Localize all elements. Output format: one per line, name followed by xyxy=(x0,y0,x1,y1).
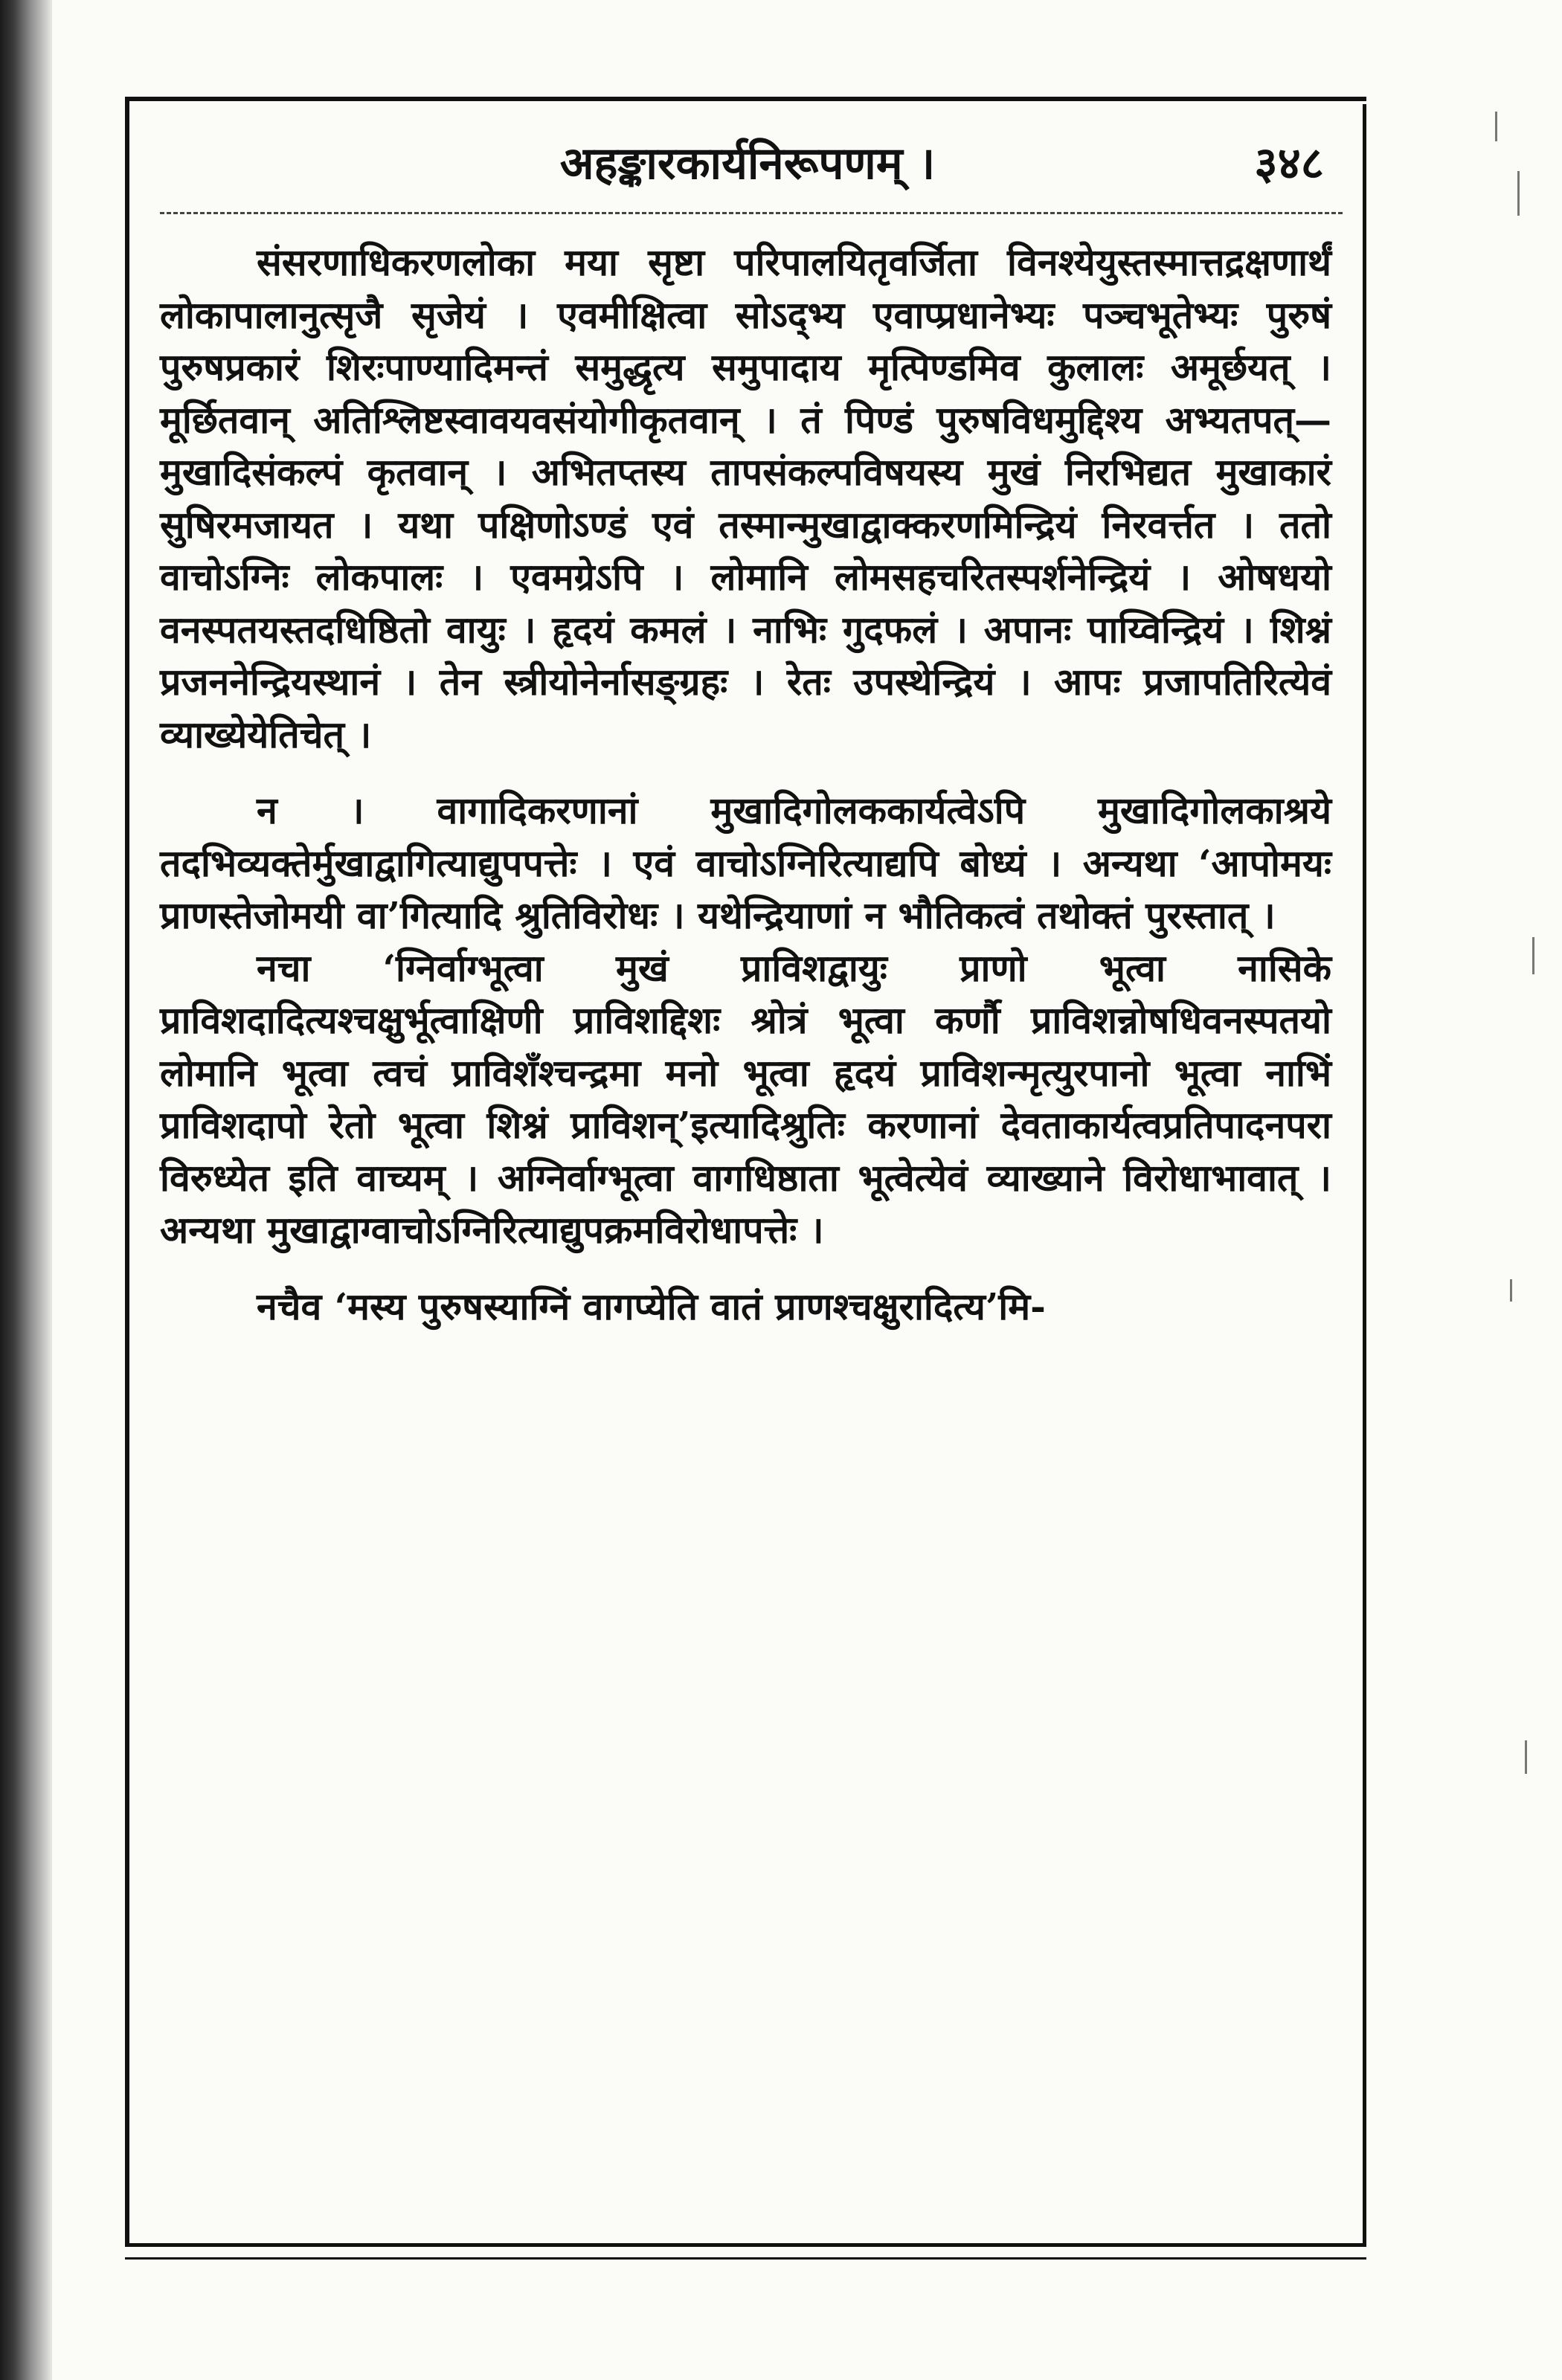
page-gutter-shadow xyxy=(0,0,52,2380)
margin-speck xyxy=(1510,1279,1512,1302)
frame-right-rule xyxy=(1363,104,1366,2246)
paragraph-1: संसरणाधिकरणलोका मया सृष्टा परिपालयितृवर्जिता विनश्येयुस्तस्मात्तद्रक्षणार्थं लोकापालानुत्सृजै सृजेयं । एवमीक्षित्वा सोऽद्भ्य एवाप्प्रधानेभ्यः पञ्चभूतेभ्यः पुरुषं पुरुषप्रकारं शिरःपाण्यादिमन्तं समुद्धृत्य समुपादाय मृत्पिण्डमिव कुलालः अमूर्छयत् । मूर्छितवान् अतिश्लिष्टस्वावयवसंयोगीकृतवान् । तं पिण्डं पुरुषविधमुद्दिश्य अभ्यतपत्—मुखादिसंकल्पं कृतवान् । अभितप्तस्य तापसंकल्पविषयस्य मुखं निरभिद्यत मुखाकारं सुषिरमजायत । यथा पक्षिणोऽण्डं एवं तस्मान्मुखाद्वाक्करणमिन्द्रियं निरवर्त्तत । ततो वाचोऽग्निः लोकपालः । एवमग्रेऽपि । लोमानि लोमसहचरितस्पर्शनेन्द्रियं । ओषधयो वनस्पतयस्तदधिष्ठितो वायुः । हृदयं कमलं । नाभिः गुदफलं । अपानः पाय्विन्द्रियं । शिश्नं प्रजननेन्द्रियस्थानं । तेन स्त्रीयोनेर्नासङ्ग्रहः । रेतः उपस्थेन्द्रियं । आपः प्रजापतिरित्येवं व्याख्येयेतिचेत् । xyxy=(160,240,1331,756)
margin-speck xyxy=(1532,937,1534,974)
frame-left-rule xyxy=(125,97,129,2246)
margin-speck xyxy=(1517,171,1520,216)
margin-speck xyxy=(1495,112,1497,141)
paragraph-4: नचैव ‘मस्य पुरुषस्याग्निं वागप्येति वातं प्राणश्चक्षुरादित्य’मि- xyxy=(257,1284,1046,1328)
frame-bottom-rule xyxy=(125,2243,1366,2247)
paragraph-2: न । वागादिकरणानां मुखादिगोलककार्यत्वेऽपि मुखादिगोलकाश्रये तदभिव्यक्तेर्मुखाद्वागित्याद्युपपत्तेः । एवं वाचोऽग्निरित्याद्यपि बोध्यं । अन्यथा ‘आपोमयः प्राणस्तेजोमयी वा’गित्यादि श्रुतिविरोधः । यथेन्द्रियाणां न भौतिकत्वं तथोक्तं पुरस्तात् । xyxy=(160,788,1331,937)
running-header xyxy=(141,119,1354,201)
frame-top-rule xyxy=(125,97,1366,101)
frame-bottom-rule-double xyxy=(125,2257,1366,2260)
paragraph-3: नचा ‘ग्निर्वाग्भूत्वा मुखं प्राविशद्वायुः प्राणो भूत्वा नासिके प्राविशदादित्यश्चक्षुर्भूत्वाक्षिणी प्राविशद्दिशः श्रोत्रं भूत्वा कर्णौ प्राविशन्नोषधिवनस्पतयो लोमानि भूत्वा त्वचं प्राविशँश्चन्द्रमा मनो भूत्वा हृदयं प्राविशन्मृत्युरपानो भूत्वा नाभिं प्राविशदापो रेतो भूत्वा शिश्नं प्राविशन्’इत्यादिश्रुतिः करणानां देवताकार्यत्वप्रतिपादनपरा विरुध्येत इति वाच्यम् । अग्निर्वाग्भूत्वा वागधिष्ठाता भूत्वेत्येवं व्याख्याने विरोधाभावात् । अन्यथा मुखाद्वाग्वाचोऽग्निरित्याद्युपक्रमविरोधापत्तेः । xyxy=(160,945,1331,1252)
page-number: ३४८ xyxy=(1254,138,1324,190)
margin-speck xyxy=(1525,1740,1527,1774)
body-text xyxy=(160,237,1331,1333)
running-title: अहङ्कारकार्यनिरूपणम् । xyxy=(559,138,936,190)
header-divider xyxy=(160,212,1343,214)
